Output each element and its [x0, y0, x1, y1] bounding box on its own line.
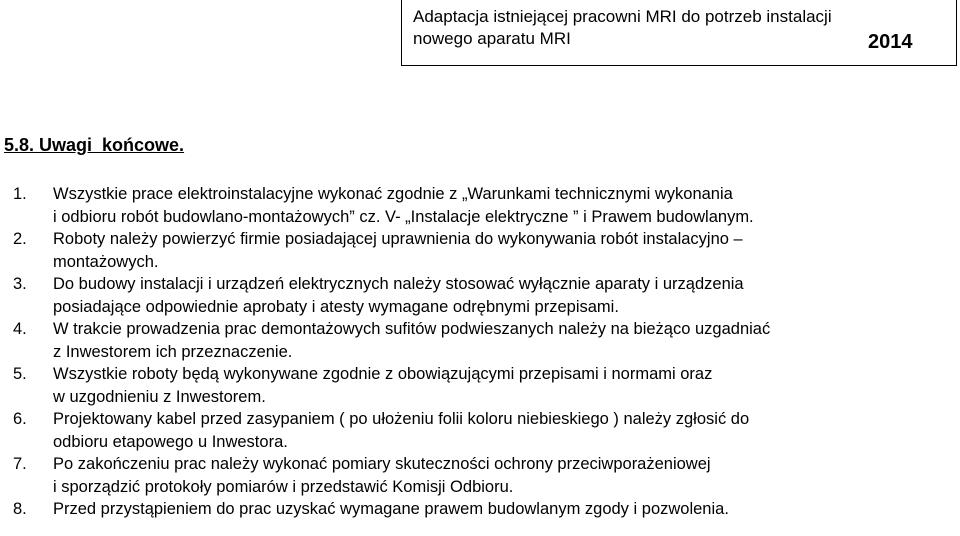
remark-text-line: Po zakończeniu prac należy wykonać pomiary skuteczności ochrony przeciwporażeniowej: [53, 455, 711, 473]
remark-text-line: i sporządzić protokoły pomiarów i przedstawić Komisji Odbioru.: [53, 477, 514, 496]
document-header: [401, 0, 957, 66]
remark-number: 2.: [13, 230, 27, 248]
remark-item-6: [13, 408, 943, 453]
remark-number: 7.: [13, 455, 27, 473]
remark-text-line: Wszystkie prace elektroinstalacyjne wykonać zgodnie z „Warunkami technicznymi wykonania: [53, 185, 733, 203]
remark-item-7: [13, 453, 943, 498]
remark-text-line: W trakcie prowadzenia prac demontażowych sufitów podwieszanych należy na bieżąco uzgadniać: [53, 320, 771, 338]
remarks-list: [13, 183, 943, 521]
remark-number: 4.: [13, 320, 27, 338]
remark-number: 3.: [13, 275, 27, 293]
remark-number: 1.: [13, 185, 27, 203]
remark-item-1: [13, 183, 943, 228]
remark-text-line: montażowych.: [53, 252, 159, 271]
remark-text-line: z Inwestorem ich przeznaczenie.: [53, 342, 293, 361]
remark-item-5: [13, 363, 943, 408]
document-year: 2014: [868, 31, 913, 53]
remark-item-3: [13, 273, 943, 318]
remark-number: 5.: [13, 365, 27, 383]
remark-text-line: Roboty należy powierzyć firmie posiadającej uprawnienia do wykonywania robót instalacyjno –: [53, 230, 743, 248]
remark-text-line: Do budowy instalacji i urządzeń elektrycznych należy stosować wyłącznie aparaty i urządzenia: [53, 275, 744, 293]
remark-text-line: Projektowany kabel przed zasypaniem ( po ułożeniu folii koloru niebieskiego ) należy zgłosić do: [53, 410, 750, 428]
remark-text-line: i odbioru robót budowlano-montażowych” cz. V- „Instalacje elektryczne ” i Prawem budowlanym.: [53, 207, 754, 226]
document-title: Adaptacja istniejącej pracowni MRI do potrzeb instalacji nowego aparatu MRI: [413, 7, 832, 48]
remark-number: 8.: [13, 500, 27, 518]
remark-text-line: w uzgodnieniu z Inwestorem.: [53, 387, 266, 406]
remark-text-line: odbioru etapowego u Inwestora.: [53, 432, 288, 451]
remark-text-line: posiadające odpowiednie aprobaty i atesty wymagane odrębnymi przepisami.: [53, 297, 619, 316]
remark-item-4: [13, 318, 943, 363]
section-heading: 5.8. Uwagi końcowe.: [4, 135, 185, 155]
remark-item-2: [13, 228, 943, 273]
remark-item-8: [13, 498, 943, 521]
remark-text-line: Wszystkie roboty będą wykonywane zgodnie z obowiązującymi przepisami i normami oraz: [53, 365, 713, 383]
remark-number: 6.: [13, 410, 27, 428]
remark-text-line: Przed przystąpieniem do prac uzyskać wymagane prawem budowlanym zgody i pozwolenia.: [53, 500, 729, 518]
